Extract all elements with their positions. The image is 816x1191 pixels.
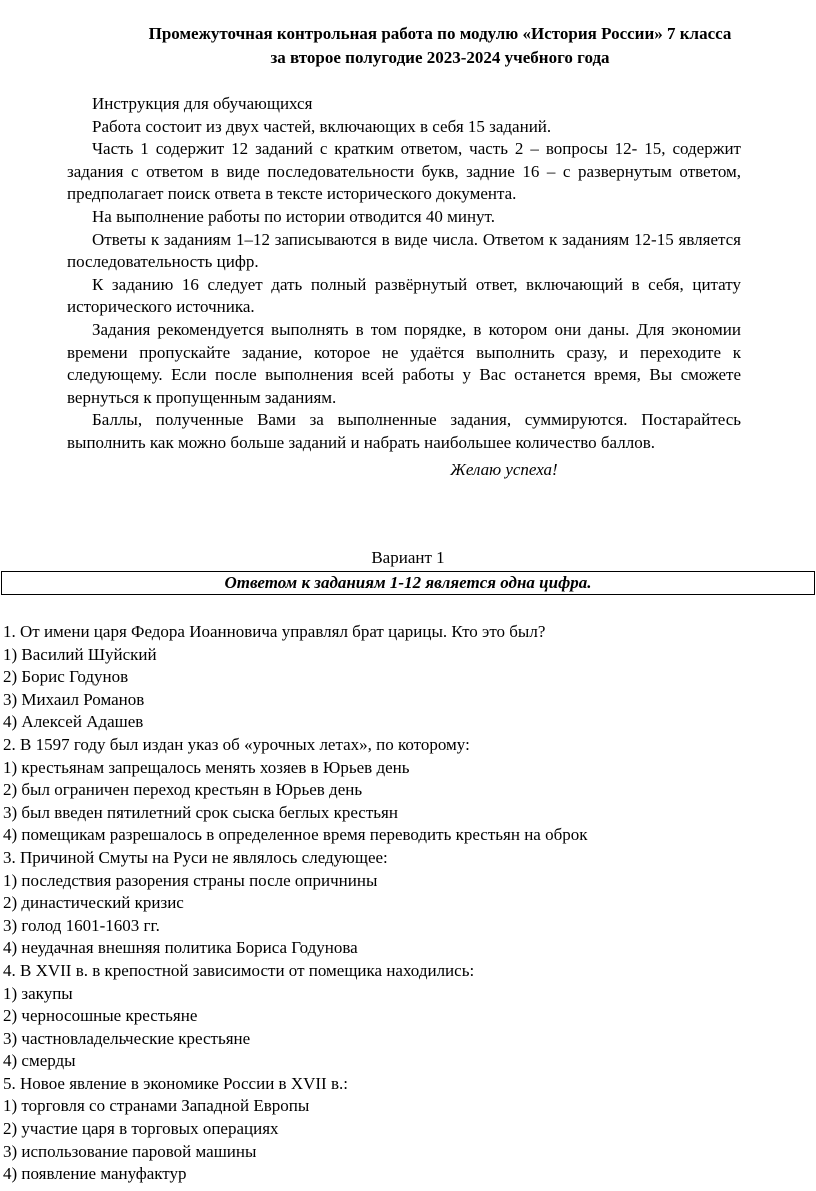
answer-option: 2) династический кризис (3, 893, 184, 913)
answer-option: 3) использование паровой машины (3, 1141, 257, 1161)
answer-option: 4) смерды (3, 1051, 76, 1071)
answer-note-box (1, 571, 815, 595)
title-line-1: Промежуточная контрольная работа по модулю «История России» 7 класса (148, 24, 732, 43)
question-text: 4. В XVII в. в крепостной зависимости от помещика находились: (3, 960, 475, 980)
title-line-2: за второе полугодие 2023-2024 учебного года (270, 48, 610, 67)
answer-option: 2) черносошные крестьяне (3, 1006, 198, 1026)
answer-note: Ответом к заданиям 1-12 является одна цифра. (224, 573, 592, 592)
answer-option: 3) частновладельческие крестьяне (3, 1028, 251, 1048)
question-text: 5. Новое явление в экономике России в XVII в.: (3, 1073, 348, 1093)
answer-option: 1) последствия разорения страны после опричнины (3, 870, 378, 890)
instructions-paragraph: Часть 1 содержит 12 заданий с кратким ответом, часть 2 – вопросы 12- 15, содержит задания с ответом в виде последовательности букв, задние 16 – с развернутым ответом, предполагает поиск ответа в тексте исторического документа. (67, 139, 741, 204)
instructions-paragraph: Задания рекомендуется выполнять в том порядке, в котором они даны. Для экономии времени пропускайте задание, которое не удаётся выполнить сразу, и переходите к следующему. Если после выполнения всей работы у Вас останется время, Вы сможете вернуться к пропущенным заданиям. (67, 319, 741, 407)
instructions-paragraph: Баллы, полученные Вами за выполненные задания, суммируются. Постарайтесь выполнить как можно больше заданий и набрать наибольшее количество баллов. (67, 410, 741, 452)
answer-option: 2) был ограничен переход крестьян в Юрьев день (3, 780, 363, 800)
instructions-paragraph: На выполнение работы по истории отводится 40 минут. (92, 206, 495, 226)
answer-option: 2) участие царя в торговых операциях (3, 1119, 279, 1139)
variant-label: Вариант 1 (371, 548, 445, 567)
answer-option: 4) неудачная внешняя политика Бориса Годунова (3, 938, 358, 958)
answer-option: 3) Михаил Романов (3, 689, 145, 709)
answer-option: 3) голод 1601-1603 гг. (3, 915, 160, 935)
answer-option: 2) Борис Годунов (3, 667, 129, 687)
document-title (80, 22, 800, 70)
questions-list (3, 621, 803, 1186)
question-text: 2. В 1597 году был издан указ об «урочных летах», по которому: (3, 734, 470, 754)
answer-option: 1) торговля со странами Западной Европы (3, 1096, 310, 1116)
instructions-paragraph: Ответы к заданиям 1–12 записываются в виде числа. Ответом к заданиям 12-15 является последовательность цифр. (67, 229, 741, 272)
answer-option: 3) был введен пятилетний срок сыска беглых крестьян (3, 802, 398, 822)
instructions (67, 93, 741, 481)
instructions-paragraph: К заданию 16 следует дать полный развёрнутый ответ, включающий в себя, цитату исторического источника. (67, 274, 741, 317)
answer-option: 4) появление мануфактур (3, 1164, 187, 1184)
question-text: 1. От имени царя Федора Иоанновича управлял брат царицы. Кто это был? (3, 622, 546, 641)
answer-option: 1) крестьянам запрещалось менять хозяев в Юрьев день (3, 757, 410, 777)
question-text: 3. Причиной Смуты на Руси не являлось следующее: (3, 847, 388, 867)
answer-option: 4) помещикам разрешалось в определенное время переводить крестьян на оброк (3, 825, 588, 845)
answer-option: 4) Алексей Адашев (3, 712, 144, 732)
answer-option: 1) закупы (3, 983, 73, 1003)
wish-text: Желаю успеха! (450, 459, 558, 479)
instructions-paragraph: Работа состоит из двух частей, включающих в себя 15 заданий. (92, 116, 552, 136)
instructions-heading: Инструкция для обучающихся (92, 94, 313, 113)
answer-option: 1) Василий Шуйский (3, 644, 157, 664)
